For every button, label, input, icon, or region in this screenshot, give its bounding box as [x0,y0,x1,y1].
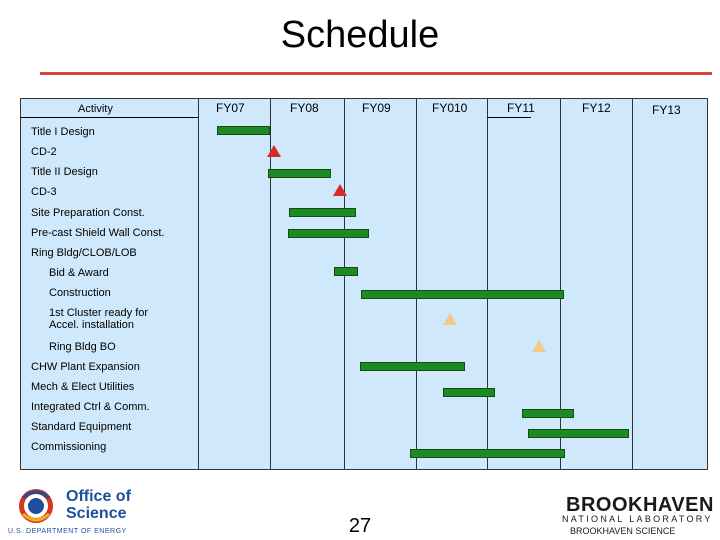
grid-divider [198,98,199,470]
activity-label: Title I Design [31,126,95,138]
activity-label: Commissioning [31,441,107,453]
activity-label: Bid & Award [49,267,109,279]
activity-label: Mech & Elect Utilities [31,381,135,393]
page-number: 27 [348,515,372,537]
milestone-triangle-icon [333,184,347,196]
activity-header: Activity [78,103,113,115]
bnl-associates-text: BROOKHAVEN SCIENCE [570,526,676,536]
activity-label: Pre-cast Shield Wall Const. [31,227,165,239]
milestone-triangle-icon [267,145,281,157]
year-header-fy08: FY08 [290,101,319,115]
gantt-bar [268,169,331,178]
activity-label: Title II Design [31,166,98,178]
bnl-logo-text: BROOKHAVEN [566,494,714,516]
activity-label: Site Preparation Const. [31,207,145,219]
bnl-logo-subtext: NATIONAL LABORATORY [562,514,713,524]
gantt-bar [361,290,564,299]
year-header-fy09: FY09 [362,101,391,115]
milestone-triangle-icon [443,313,457,325]
activity-label: Standard Equipment [31,421,132,433]
gantt-bar [288,229,369,238]
grid-divider [344,98,345,470]
year-header-fy11: FY11 [507,101,535,115]
page-title: Schedule [280,14,440,56]
activity-label: 1st Cluster ready for Accel. installation [49,307,149,331]
activity-label: Integrated Ctrl & Comm. [31,401,150,413]
year-header-fy12: FY12 [582,101,611,115]
activity-label: Construction [49,287,111,299]
grid-divider [487,98,488,470]
gantt-bar [217,126,270,135]
gantt-bar [528,429,629,438]
activity-label: CHW Plant Expansion [31,361,140,373]
year-header-fy07: FY07 [216,101,245,115]
gantt-bar [360,362,465,371]
year-header-fy13: FY13 [652,103,681,117]
header-rule [487,117,531,118]
year-header-fy010: FY010 [432,101,468,115]
gantt-bar [410,449,565,458]
milestone-triangle-icon [532,340,546,352]
title-divider [40,72,712,75]
doe-logo-text: Office of Science [66,488,131,522]
gantt-bar [522,409,574,418]
grid-divider [632,98,633,470]
activity-label: CD-3 [31,186,57,198]
activity-label: CD-2 [31,146,57,158]
activity-label: Ring Bldg BO [49,341,116,353]
gantt-bar [443,388,495,397]
gantt-bar [289,208,356,217]
activity-label: Ring Bldg/CLOB/LOB [31,247,137,259]
header-rule [20,117,198,118]
schedule-chart [20,98,708,470]
gantt-bar [334,267,358,276]
doe-logo-subtext: U.S. DEPARTMENT OF ENERGY [8,528,127,535]
grid-divider [416,98,417,470]
